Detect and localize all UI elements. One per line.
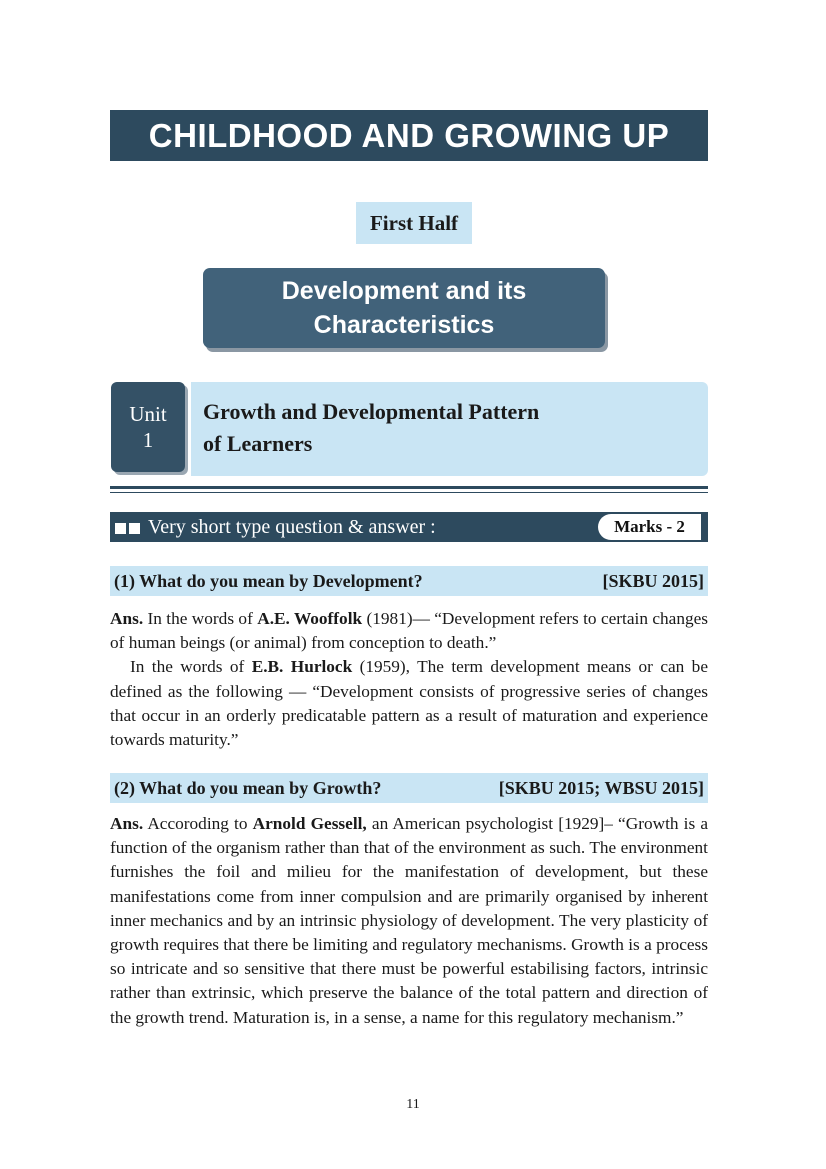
divider-thick (110, 486, 708, 489)
unit-badge (111, 382, 185, 472)
question-1-text: (1) What do you mean by Development? (114, 571, 423, 591)
answer-1 (110, 607, 708, 752)
answer-2-paragraph-1 (110, 812, 708, 1030)
answer-1-paragraph-1 (110, 607, 708, 655)
divider-thin (110, 492, 708, 493)
answer-2-text-a: Accoroding to (143, 814, 253, 833)
chapter-title-line1: Development and its (281, 277, 527, 305)
unit-title-line1: Growth and Developmental Pattern (203, 399, 540, 424)
unit-title (203, 396, 683, 460)
question-1-source: [SKBU 2015] (602, 571, 704, 591)
answer-1-text-d: (1959), The term development means or can be defined as the following — “Development consists of progressive series of changes that occur in an orderly predicatable pattern as a result of maturation and experience towards maturity.” (110, 657, 708, 750)
answer-1-text-a: In the words of (143, 609, 258, 628)
chapter-title-box (203, 268, 605, 348)
answer-2-text-b: an American psychologist [1929]– “Growth is a function of the organism rather than that of the environment as such. The environment furnishes the foil and milieu for the manifestation of development, but these manifestations come from inner compulsion and are primarily organised by inherent inner mechanics and by an intrinsic physiology of development. The very plasticity of growth requires that there be limiting and regulatory mechanisms. Growth is a process so intricate and so sensitive that there must be powerful estabilising factors, intrinsic rather than extrinsic, which preserve the balance of the total pattern and direction of the growth trend. Maturation is, in a sense, a name for this regulatory mechanism.” (110, 814, 708, 1027)
author-name: Arnold Gessell, (252, 814, 367, 833)
unit-number: 1 (142, 428, 154, 452)
chapter-title-line2: Characteristics (313, 311, 495, 339)
question-1-bar (110, 566, 708, 596)
ans-label: Ans. (110, 814, 144, 833)
ans-label: Ans. (110, 609, 144, 628)
answer-1-text-c: In the words of (130, 657, 252, 677)
marks-badge: Marks - 2 (598, 514, 701, 540)
section-header-bar (110, 512, 708, 542)
square-bullet-icon (115, 521, 143, 539)
question-2-bar (110, 773, 708, 803)
answer-2 (110, 812, 708, 1030)
half-label: First Half (356, 202, 472, 244)
book-title-banner: CHILDHOOD AND GROWING UP (110, 110, 708, 161)
question-2-text: (2) What do you mean by Growth? (114, 778, 382, 798)
unit-title-line2: of Learners (203, 431, 313, 456)
answer-1-text-b: (1981)— “Development refers to certain changes of human beings (or animal) from conception to death.” (110, 609, 709, 653)
question-2-source: [SKBU 2015; WBSU 2015] (498, 778, 704, 798)
section-label: Very short type question & answer : (148, 516, 436, 538)
unit-label: Unit (129, 402, 167, 426)
author-name: E.B. Hurlock (251, 657, 353, 677)
answer-1-paragraph-2 (110, 655, 708, 752)
page-number: 11 (406, 1097, 420, 1112)
unit-title-box (191, 382, 708, 476)
author-name: A.E. Wooffolk (257, 609, 363, 628)
